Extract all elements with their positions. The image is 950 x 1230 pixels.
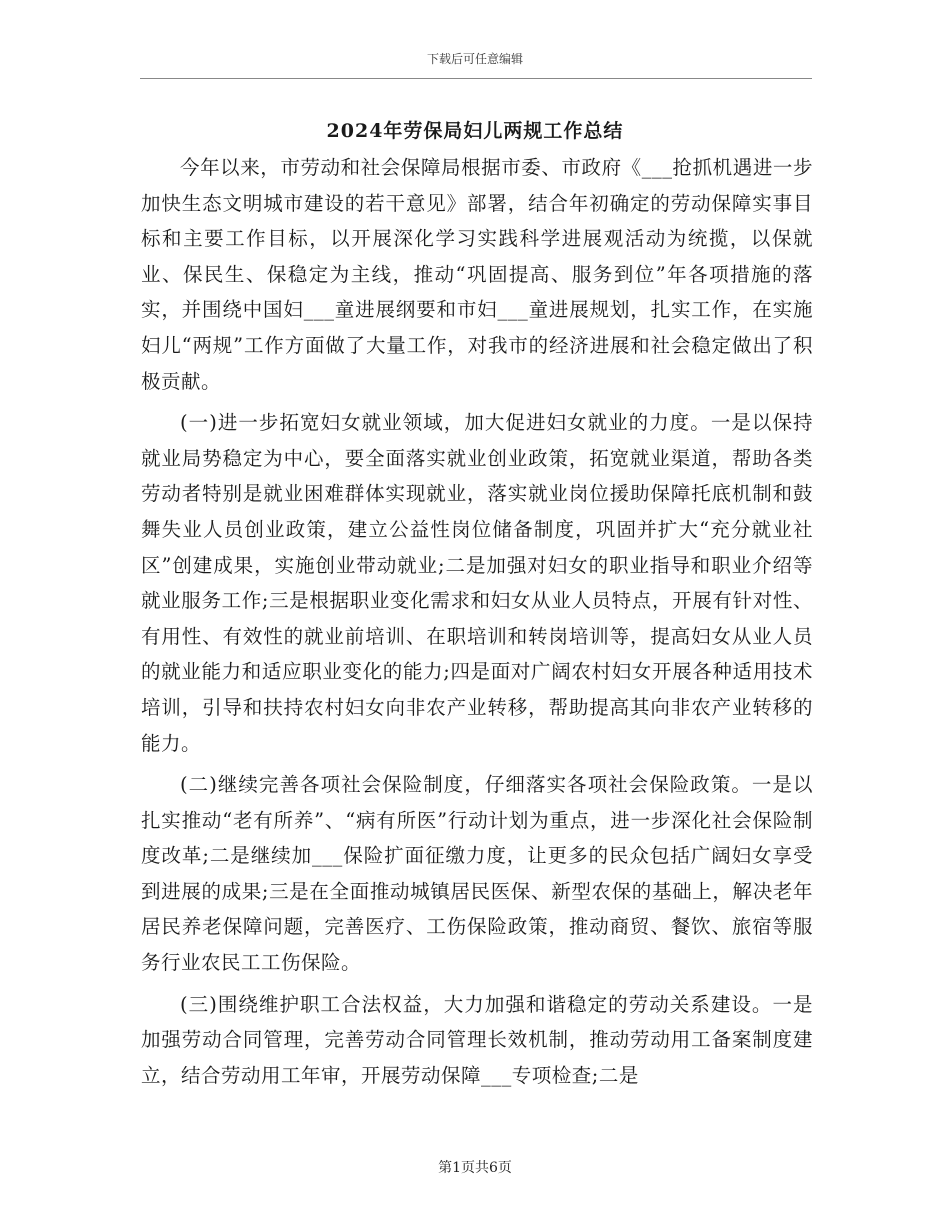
document-body [141, 150, 813, 1099]
paragraph-section-2: (二)继续完善各项社会保险制度，仔细落实各项社会保险政策。一是以扎实推动“老有所养”、“病有所医”行动计划为重点，进一步深化社会保险制度改革;二是继续加___保险扩面征缴力度，让更多的民众包括广阔妇女享受到进展的成果;三是在全面推动城镇居民医保、新型农保的基础上，解决老年居民养老保障问题，完善医疗、工伤保险政策，推动商贸、餐饮、旅宿等服务行业农民工工伤保险。 [141, 773, 813, 975]
header-note: 下载后可任意编辑 [426, 52, 523, 66]
paragraph-section-3: (三)围绕维护职工合法权益，大力加强和谐稳定的劳动关系建设。一是加强劳动合同管理，完善劳动合同管理长效机制，推动劳动用工备案制度建立，结合劳动用工年审，开展劳动保障___专项检查;二是 [141, 992, 813, 1087]
page-number: 第1页共6页 [438, 1160, 512, 1176]
header-divider [140, 78, 812, 79]
document-title: 2024年劳保局妇儿两规工作总结 [326, 120, 624, 142]
paragraph-intro: 今年以来，市劳动和社会保障局根据市委、市政府《___抢抓机遇进一步加快生态文明城市建设的若干意见》部署，结合年初确定的劳动保障实事目标和主要工作目标，以开展深化学习实践科学进展观活动为统揽，以保就业、保民生、保稳定为主线，推动“巩固提高、服务到位”年各项措施的落实，并围绕中国妇___童进展纲要和市妇___童进展规划，扎实工作，在实施妇儿“两规”工作方面做了大量工作，对我市的经济进展和社会稳定做出了积极贡献。 [141, 156, 813, 393]
paragraph-section-1: (一)进一步拓宽妇女就业领域，加大促进妇女就业的力度。一是以保持就业局势稳定为中心，要全面落实就业创业政策，拓宽就业渠道，帮助各类劳动者特别是就业困难群体实现就业，落实就业岗位援助保障托底机制和鼓舞失业人员创业政策，建立公益性岗位储备制度，巩固并扩大“充分就业社区”创建成果，实施创业带动就业;二是加强对妇女的职业指导和职业介绍等就业服务工作;三是根据职业变化需求和妇女从业人员特点，开展有针对性、有用性、有效性的就业前培训、在职培训和转岗培训等，提高妇女从业人员的就业能力和适应职业变化的能力;四是面对广阔农村妇女开展各种适用技术培训，引导和扶持农村妇女向非农产业转移，帮助提高其向非农产业转移的能力。 [141, 411, 813, 755]
